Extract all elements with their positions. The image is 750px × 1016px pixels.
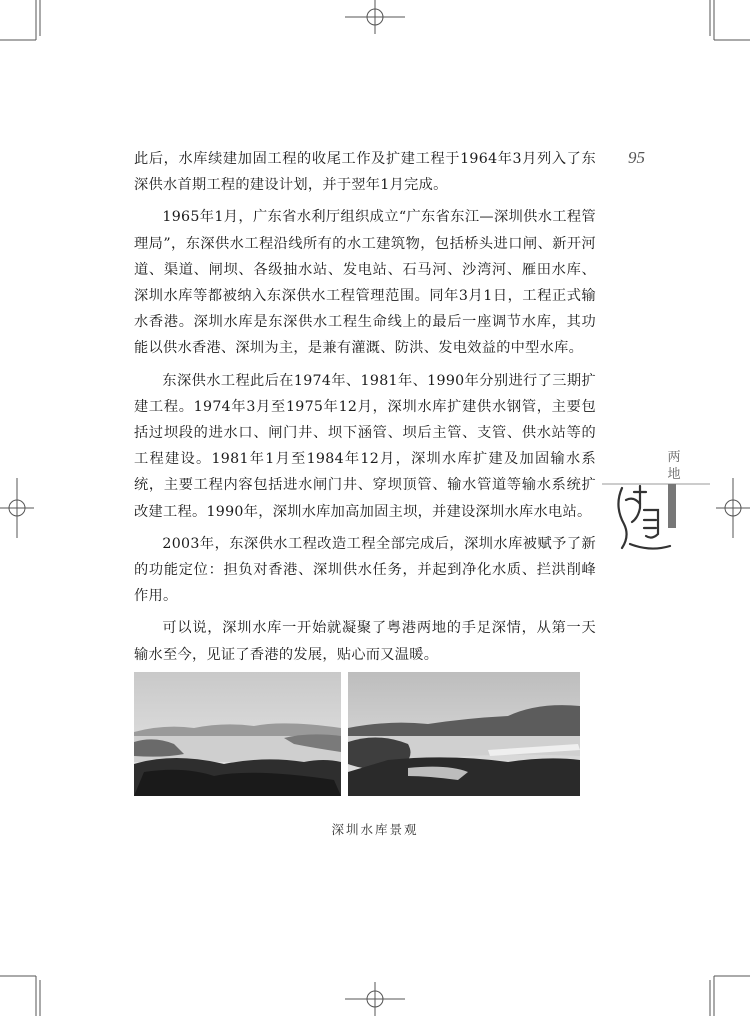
reservoir-photo-right xyxy=(348,672,580,796)
paragraph: 2003年，东深供水工程改造工程全部完成后，深圳水库被赋予了新的功能定位：担负对香港、深圳供水任务，并起到净化水质、拦洪削峰作用。 xyxy=(134,535,596,605)
paragraph: 东深供水工程此后在1974年、1981年、1990年分别进行了三期扩建工程。1974年3月至1975年12月，深圳水库扩建供水钢管，主要包括过坝段的进水口、闸门井、坝下涵管、坝后主管、支管、供水站等的工程建设。1981年1月至1984年12月，深圳水库扩建及加固输水系统，主要工程内容包括进水闸门井、穿坝顶管、输水管道等输水系统扩改建工程。1990年，深圳水库加高加固主坝，并建设深圳水库水电站。 xyxy=(134,372,596,520)
paragraph: 1965年1月，广东省水利厅组织成立“广东省东江—深圳供水工程管理局”，东深供水工程沿线所有的水工建筑物，包括桥头进口闸、新开河道、渠道、闸坝、各级抽水站、发电站、石马河、沙湾河、雁田水库、深圳水库等都被纳入东深供水工程管理范围。同年3月1日，工程正式输水香港。深圳水库是东深供水工程生命线上的最后一座调节水库，其功能以供水香港、深圳为主，是兼有灌溉、防洪、发电效益的中型水库。 xyxy=(134,209,596,357)
page-number: 95 xyxy=(628,148,645,167)
paragraph: 此后，水库续建加固工程的收尾工作及扩建工程于1964年3月列入了东深供水首期工程的建设计划，并于翌年1月完成。 xyxy=(134,151,596,194)
reservoir-photo-left xyxy=(134,672,341,796)
side-label: 两 地 xyxy=(667,450,681,482)
paragraph: 可以说，深圳水库一开始就凝聚了粤港两地的手足深情，从第一天输水至今，见证了香港的发展，贴心而又温暖。 xyxy=(134,620,596,663)
body-text xyxy=(134,146,596,668)
chapter-emblem-icon xyxy=(600,448,710,558)
photo-caption: 深圳水库景观 xyxy=(331,822,419,837)
